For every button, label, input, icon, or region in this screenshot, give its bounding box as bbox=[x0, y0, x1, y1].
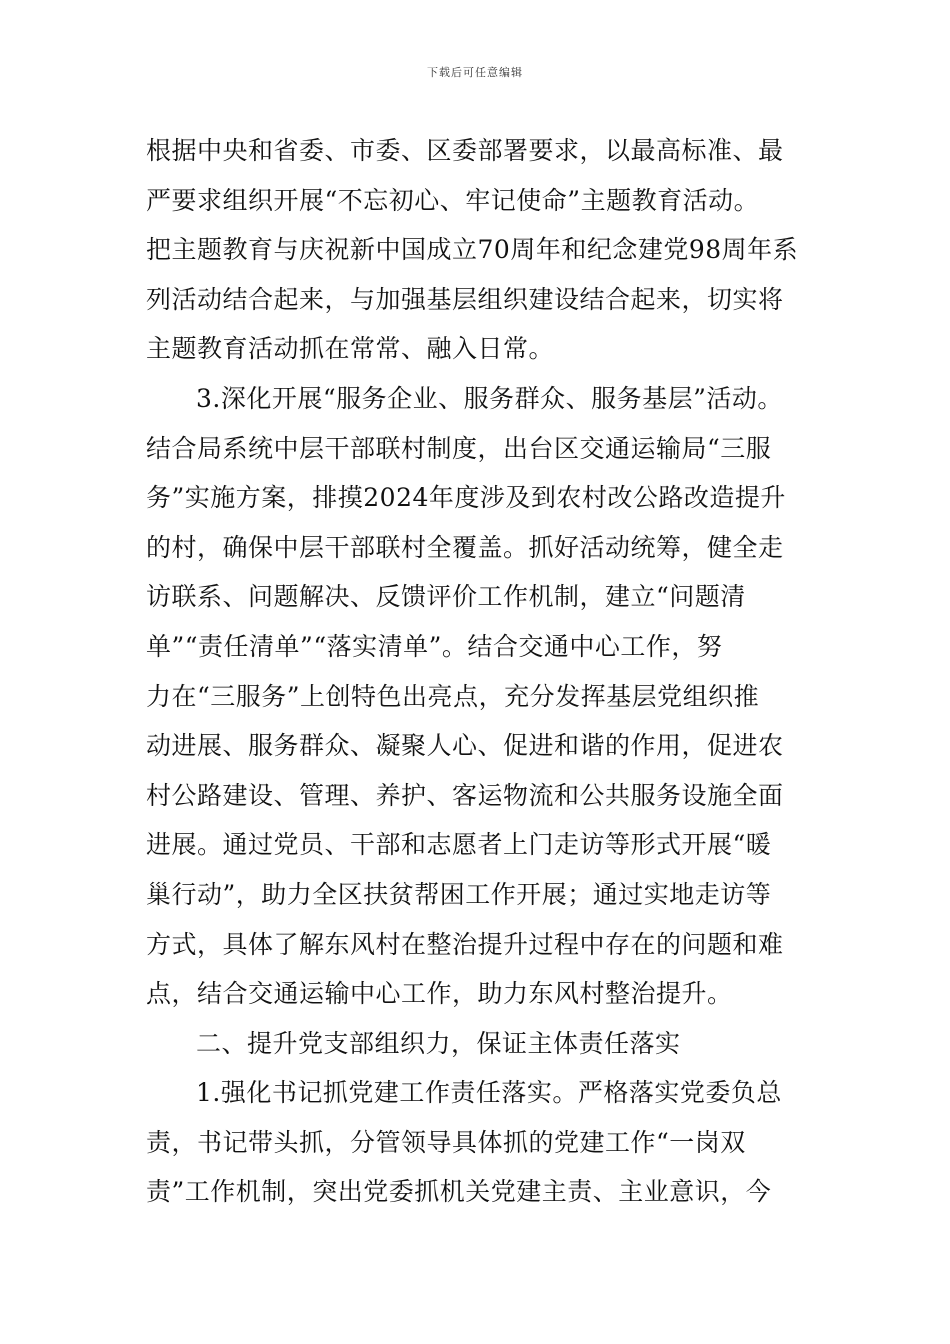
paragraph-heading: 1.强化书记抓党建工作责任落实。严格落实党委负总 bbox=[196, 1078, 782, 1108]
body-line: 力在“三服务”上创特色出亮点，充分发挥基层党组织推 bbox=[146, 681, 760, 711]
body-line: 结合局系统中层干部联村制度，出台区交通运输局“三服 bbox=[146, 433, 772, 463]
body-line: 方式，具体了解东风村在整治提升过程中存在的问题和难 bbox=[146, 929, 784, 959]
page-header: 下载后可任意编辑 bbox=[427, 66, 523, 79]
paragraph-heading: 3.深化开展“服务企业、服务群众、服务基层”活动。 bbox=[196, 383, 783, 413]
section-heading: 二、提升党支部组织力，保证主体责任落实 bbox=[196, 1028, 681, 1058]
body-line: 务”实施方案，排摸2024年度涉及到农村改公路改造提升 bbox=[146, 483, 786, 513]
body-line: 严要求组织开展“不忘初心、牢记使命”主题教育活动。 bbox=[146, 185, 760, 215]
body-line: 巢行动”，助力全区扶贫帮困工作开展；通过实地走访等 bbox=[146, 879, 772, 909]
body-line: 单”“责任清单”“落实清单”。结合交通中心工作，努 bbox=[146, 631, 723, 661]
body-line: 责，书记带头抓，分管领导具体抓的党建工作“一岗双 bbox=[146, 1127, 746, 1157]
body-line: 责”工作机制，突出党委抓机关党建主责、主业意识，今 bbox=[146, 1177, 772, 1207]
body-line: 把主题教育与庆祝新中国成立70周年和纪念建党98周年系 bbox=[146, 235, 799, 265]
body-line: 列活动结合起来，与加强基层组织建设结合起来，切实将 bbox=[146, 284, 784, 314]
body-line: 根据中央和省委、市委、区委部署要求，以最高标准、最 bbox=[146, 136, 784, 165]
body-line: 的村，确保中层干部联村全覆盖。抓好活动统筹，健全走 bbox=[146, 532, 784, 562]
body-line: 村公路建设、管理、养护、客运物流和公共服务设施全面 bbox=[146, 780, 784, 810]
body-line: 访联系、问题解决、反馈评价工作机制，建立“问题清 bbox=[146, 582, 746, 612]
document-body bbox=[146, 126, 814, 1217]
body-line: 点，结合交通运输中心工作，助力东风村整治提升。 bbox=[146, 979, 733, 1009]
body-line: 进展。通过党员、干部和志愿者上门走访等形式开展“暖 bbox=[146, 830, 772, 860]
body-line: 主题教育活动抓在常常、融入日常。 bbox=[146, 334, 555, 364]
body-line: 动进展、服务群众、凝聚人心、促进和谐的作用，促进农 bbox=[146, 731, 784, 761]
